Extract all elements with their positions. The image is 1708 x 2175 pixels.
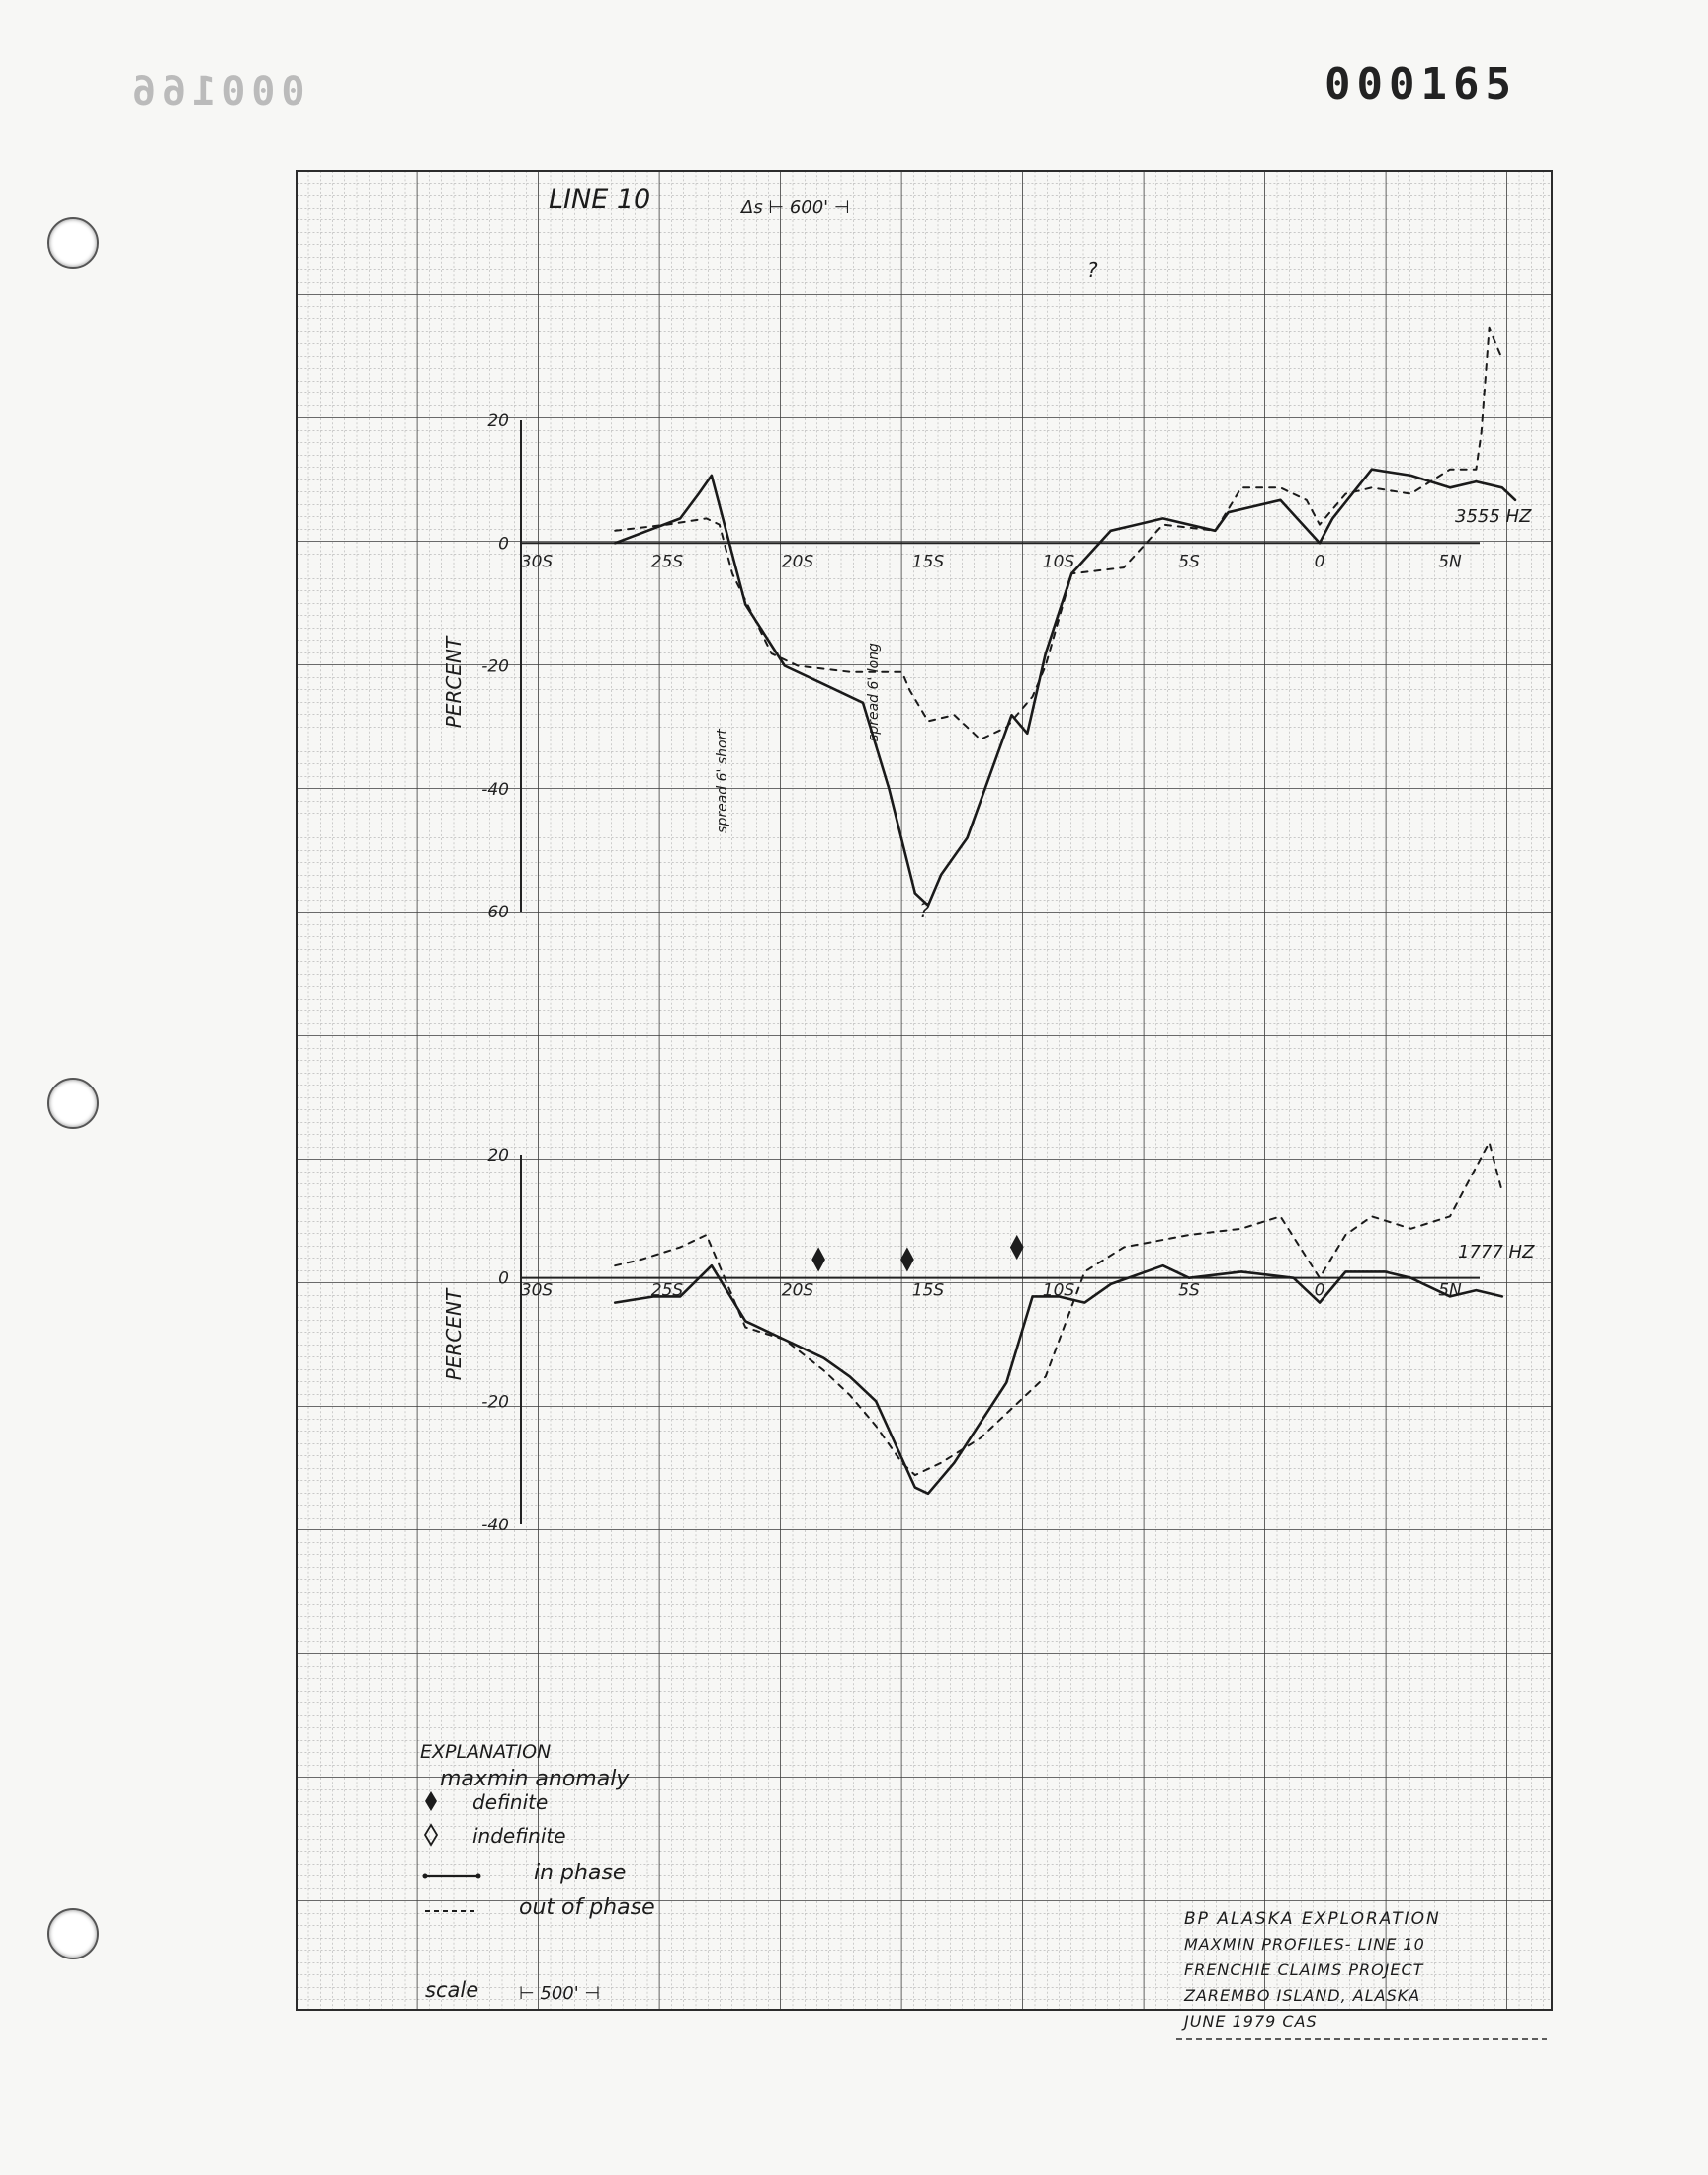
title-line: FRENCHIE CLAIMS PROJECT [1184,1960,1424,1979]
mirrored-doc-number: 000166 [127,69,305,115]
y-tick-label: 20 [487,411,509,431]
annotation-question: ? [1087,258,1098,282]
frequency-label: 3555 HZ [1455,506,1532,527]
x-tick-label: 20S [781,1280,814,1301]
x-tick-label: 15S [911,552,945,572]
y-axis-label: PERCENT [442,636,466,729]
annotation-question: ? [919,899,930,922]
legend-title: EXPLANATION [420,1741,552,1763]
legend-label-in-phase: in phase [534,1861,627,1885]
x-tick-label: 5S [1178,1280,1200,1301]
title-line: JUNE 1979 CAS [1184,2012,1318,2031]
spacing-note: Δs ⊢ 600' ⊣ [741,197,850,218]
y-tick-label: -40 [481,779,509,800]
legend-label-out-of-phase: out of phase [519,1895,655,1920]
legend-label-indefinite: indefinite [472,1824,566,1848]
x-tick-label: 5N [1438,1280,1462,1301]
x-tick-label: 0 [1314,552,1325,572]
x-tick-label: 30S [520,552,554,572]
x-tick-label: 20S [781,552,814,572]
x-tick-label: 15S [911,1280,945,1301]
x-tick-label: 10S [1042,552,1075,572]
y-tick-label: -40 [481,1516,509,1535]
title-line: BP ALASKA EXPLORATION [1184,1909,1441,1929]
title-line: MAXMIN PROFILES- LINE 10 [1184,1935,1425,1954]
y-tick-label: 0 [498,534,509,555]
scale-label: scale [425,1978,479,2002]
x-tick-label: 5N [1438,552,1462,572]
y-tick-label: 20 [487,1146,509,1166]
legend-subtitle: maxmin anomaly [440,1767,630,1791]
x-tick-label: 5S [1178,552,1200,572]
y-tick-label: -60 [481,903,509,922]
scale-bar: ⊢ 500' ⊣ [519,1983,601,2004]
annotation-spread-short: spread 6' short [715,729,730,833]
x-tick-label: 25S [650,552,684,572]
y-tick-label: -20 [481,1392,509,1413]
y-tick-label: 0 [498,1268,509,1289]
line-title: LINE 10 [549,184,651,215]
frequency-label: 1777 HZ [1458,1242,1535,1262]
annotation-spread-long: spread 6' long [866,643,882,741]
y-tick-label: -20 [481,656,509,677]
legend-label-definite: definite [472,1790,549,1814]
x-tick-label: 10S [1042,1280,1075,1301]
x-tick-label: 0 [1314,1280,1325,1301]
x-tick-label: 25S [650,1280,684,1301]
y-axis-label: PERCENT [442,1288,466,1381]
x-tick-label: 30S [520,1280,554,1301]
title-line: ZAREMBO ISLAND, ALASKA [1184,1986,1421,2005]
doc-number: 000165 [1324,59,1517,110]
